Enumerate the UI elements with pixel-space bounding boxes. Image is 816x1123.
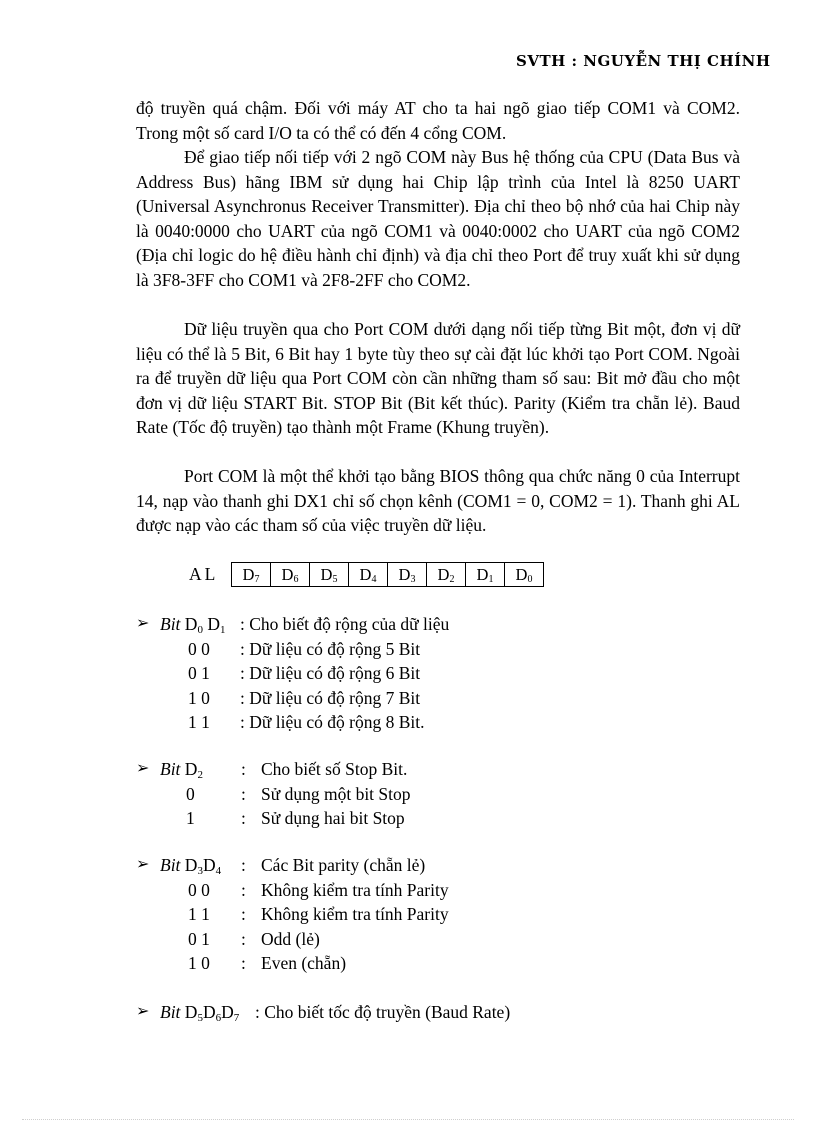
section-description: Các Bit parity (chẵn lẻ) <box>261 855 426 875</box>
register-cell: $D_0$ <box>504 563 543 586</box>
register-cell: $D_5$ <box>309 563 348 586</box>
page-bottom-divider <box>22 1119 794 1120</box>
bit-name: Bit $D_5D_6D_7$ <box>160 1002 240 1024</box>
paragraph-2: Để giao tiếp nối tiếp với 2 ngõ COM này Bus hệ thống của CPU (Data Bus và Address Bus) hãng IBM sử dụng hai Chip lập trình của Intel là 8250 UART (Universal Asynchronus Receiver Transmitter). Địa chỉ theo bộ nhớ của hai Chip này là 0040:0000 cho UART của ngõ COM1 và 0040:0002 cho UART của ngõ COM2 (Địa chỉ logic do hệ điều hành chỉ định) và địa chỉ theo Port để truy xuất khi sử dụng là 3F8-3FF cho COM1 và 2F8-2FF cho COM2. <box>136 147 740 290</box>
bit-name: Bit $D_0$ $D_1$ <box>160 614 226 636</box>
al-register <box>189 562 544 587</box>
register-cell: $D_4$ <box>348 563 387 586</box>
register-cell: $D_7$ <box>242 565 260 585</box>
arrow-bullet-icon: ➢ <box>136 1003 150 1020</box>
register-cell: $D_3$ <box>387 563 426 586</box>
register-cell: $D_6$ <box>270 563 309 586</box>
section-description: Cho biết số Stop Bit. <box>261 759 408 779</box>
register-cells <box>231 562 544 587</box>
page-header: SVTH : NGUYỄN THỊ CHÍNH <box>516 52 771 70</box>
paragraph-1: độ truyền quá chậm. Đối với máy AT cho ta hai ngõ giao tiếp COM1 và COM2. Trong một số card I/O ta có thể có đến 4 cổng COM. <box>136 98 740 143</box>
register-cell: $D_2$ <box>426 563 465 586</box>
register-label: AL <box>189 564 219 584</box>
section-description: : Cho biết độ rộng của dữ liệu <box>240 614 450 634</box>
paragraph-3: Dữ liệu truyền qua cho Port COM dưới dạng nối tiếp từng Bit một, đơn vị dữ liệu có thể là 5 Bit, 6 Bit hay 1 byte tùy theo sự cài đặt lúc khởi tạo Port COM. Ngoài ra để truyền dữ liệu qua Port COM còn cần những tham số sau: Bit mở đầu cho một đơn vị dữ liệu START Bit. STOP Bit (Bit kết thúc). Parity (Kiểm tra chẵn lẻ). Baud Rate (Tốc độ truyền) tạo thành một Frame (Khung truyền). <box>136 319 740 437</box>
register-cell: $D_1$ <box>465 563 504 586</box>
bit-name: Bit $D_3D_4$ <box>160 855 222 877</box>
paragraph-4: Port COM là một thể khởi tạo bằng BIOS thông qua chức năng 0 của Interrupt 14, nạp vào thanh ghi DX1 chỉ số chọn kênh (COM1 = 0, COM2 = 1). Thanh ghi AL được nạp vào các tham số của việc truyền dữ liệu. <box>136 466 740 535</box>
arrow-bullet-icon: ➢ <box>136 856 150 873</box>
bit-name: Bit $D_2$ <box>160 759 203 781</box>
section-description: : Cho biết tốc độ truyền (Baud Rate) <box>255 1002 511 1022</box>
arrow-bullet-icon: ➢ <box>136 760 150 777</box>
arrow-bullet-icon: ➢ <box>136 615 150 632</box>
